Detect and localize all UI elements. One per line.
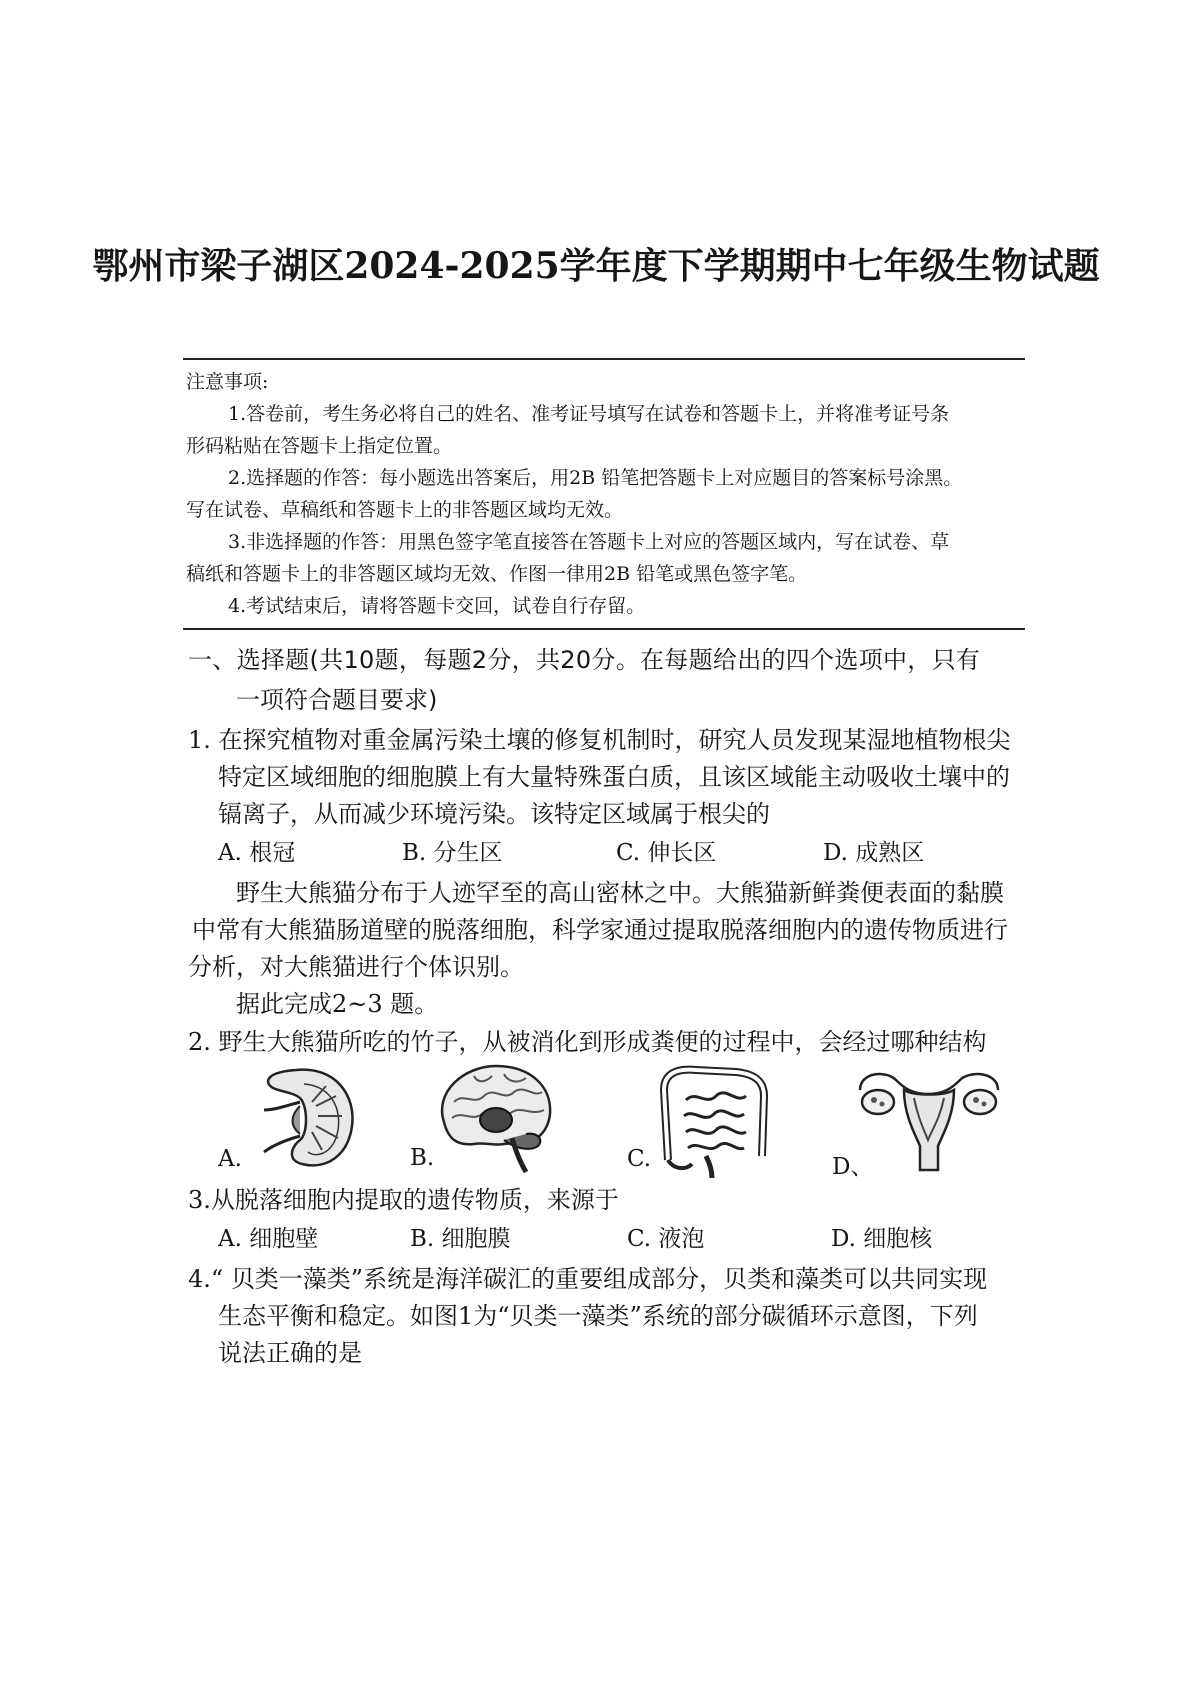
section-heading-line-2: 一项符合题目要求) bbox=[236, 686, 438, 714]
q3-option-a: A. 细胞壁 bbox=[218, 1226, 319, 1252]
passage-line-2: 中常有大熊猫肠道壁的脱落细胞，科学家通过提取脱落细胞内的遗传物质进行 bbox=[192, 916, 1008, 944]
passage-line-1: 野生大熊猫分布于人迹罕至的高山密林之中。大熊猫新鲜粪便表面的黏膜 bbox=[236, 879, 1004, 907]
q3-option-d: D. 细胞核 bbox=[831, 1226, 933, 1252]
notice-heading: 注意事项: bbox=[186, 371, 269, 393]
notice-item-3-line-2: 稿纸和答题卡上的非答题区域均无效、作图一律用2B 铅笔或黑色签字笔。 bbox=[186, 563, 808, 585]
intestine-icon bbox=[656, 1060, 772, 1180]
q2-option-a-label: A. bbox=[218, 1146, 242, 1172]
notice-top-divider bbox=[183, 358, 1025, 360]
brain-icon bbox=[434, 1062, 554, 1174]
q4-text-line-2: 生态平衡和稳定。如图1为“贝类一藻类”系统的部分碳循环示意图，下列 bbox=[218, 1302, 978, 1330]
notice-item-4: 4.考试结束后，请将答题卡交回，试卷自行存留。 bbox=[228, 595, 646, 617]
q4-text-line-3: 说法正确的是 bbox=[218, 1339, 362, 1367]
q3-option-c: C. 液泡 bbox=[627, 1226, 705, 1252]
notice-item-1-line-1: 1.答卷前，考生务必将自己的姓名、准考证号填写在试卷和答题卡上，并将准考证号条 bbox=[228, 403, 950, 425]
q3-option-b: B. 细胞膜 bbox=[410, 1226, 511, 1252]
passage-line-3: 分析，对大熊猫进行个体识别。 bbox=[188, 953, 524, 981]
section-heading-line-1: 一、选择题(共10题，每题2分，共20分。在每题给出的四个选项中，只有 bbox=[188, 646, 981, 674]
q2-option-d-label: D、 bbox=[832, 1154, 874, 1180]
notice-item-2-line-2: 写在试卷、草稿纸和答题卡上的非答题区域均无效。 bbox=[186, 499, 624, 521]
kidney-icon bbox=[256, 1066, 356, 1170]
q4-text-line-1: 4.“ 贝类一藻类”系统是海洋碳汇的重要组成部分，贝类和藻类可以共同实现 bbox=[188, 1265, 988, 1293]
notice-item-3-line-1: 3.非选择题的作答：用黑色签字笔直接答在答题卡上对应的答题区域内，写在试卷、草 bbox=[228, 531, 950, 553]
q2-text: 2. 野生大熊猫所吃的竹子，从被消化到形成粪便的过程中，会经过哪种结构 bbox=[188, 1028, 987, 1056]
notice-item-2-line-1: 2.选择题的作答：每小题选出答案后，用2B 铅笔把答题卡上对应题目的答案标号涂黑。 bbox=[228, 467, 963, 489]
q2-option-c-label: C. bbox=[627, 1146, 652, 1172]
q1-option-a: A. 根冠 bbox=[218, 840, 296, 866]
q2-option-b-label: B. bbox=[410, 1145, 435, 1171]
passage-instruction: 据此完成2~3 题。 bbox=[236, 990, 439, 1018]
q1-option-d: D. 成熟区 bbox=[823, 840, 925, 866]
q1-option-b: B. 分生区 bbox=[402, 840, 503, 866]
q1-text-line-1: 1. 在探究植物对重金属污染土壤的修复机制时，研究人员发现某湿地植物根尖 bbox=[188, 726, 1011, 754]
notice-item-1-line-2: 形码粘贴在答题卡上指定位置。 bbox=[186, 435, 453, 457]
uterus-icon bbox=[856, 1066, 1002, 1174]
notice-bottom-divider bbox=[183, 628, 1025, 630]
q1-option-c: C. 伸长区 bbox=[616, 840, 717, 866]
q1-text-line-2: 特定区域细胞的细胞膜上有大量特殊蛋白质，且该区域能主动吸收土壤中的 bbox=[218, 763, 1010, 791]
q3-text: 3.从脱落细胞内提取的遗传物质，来源于 bbox=[188, 1186, 619, 1214]
q1-text-line-3: 镉离子，从而减少环境污染。该特定区域属于根尖的 bbox=[218, 800, 770, 828]
exam-title: 鄂州市梁子湖区2024-2025学年度下学期期中七年级生物试题 bbox=[92, 245, 1100, 287]
